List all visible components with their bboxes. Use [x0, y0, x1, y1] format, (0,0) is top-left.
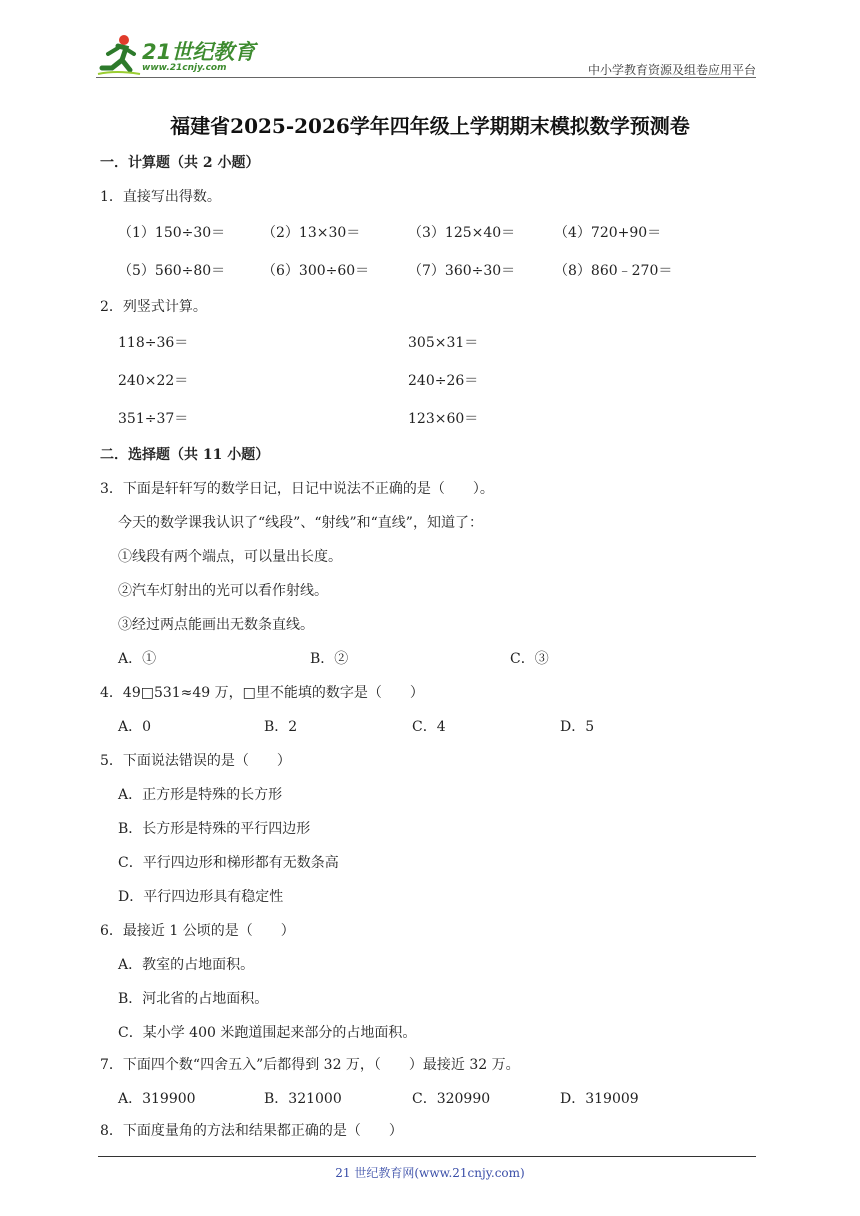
section-heading-calc: 一．计算题（共 2 小题）: [100, 155, 260, 171]
q6-option: B．河北省的占地面积。: [118, 991, 269, 1007]
q1-item: （2）13×30＝: [262, 225, 361, 241]
site-logo: [96, 32, 266, 78]
q2-item: 351÷37＝: [118, 411, 189, 427]
q7-option: B．321000: [264, 1091, 342, 1107]
q1-item: （5）560÷80＝: [118, 263, 226, 279]
q4-option: B．2: [264, 719, 298, 735]
q4-option: A．0: [118, 719, 152, 735]
q6-option: A．教室的占地面积。: [118, 957, 255, 973]
q3-stem: 3．下面是轩轩写的数学日记，日记中说法不正确的是（ ）。: [100, 481, 494, 497]
q7-option: D．319009: [560, 1091, 639, 1107]
q3-diary-line: ①线段有两个端点，可以量出长度。: [118, 549, 342, 565]
q3-option: B．②: [310, 651, 349, 667]
q4-stem: 4．49□531≈49 万，□里不能填的数字是（ ）: [100, 685, 424, 701]
q5-stem: 5．下面说法错误的是（ ）: [100, 753, 291, 769]
q2-stem: 2．列竖式计算。: [100, 299, 207, 315]
q1-item: （8）860﹣270＝: [554, 263, 673, 279]
page-header: [96, 32, 756, 78]
q3-diary-line: ②汽车灯射出的光可以看作射线。: [118, 583, 328, 599]
q2-item: 118÷36＝: [118, 335, 189, 351]
q2-item: 240÷26＝: [408, 373, 479, 389]
header-divider: [96, 77, 756, 78]
q7-stem: 7．下面四个数“四舍五入”后都得到 32 万，（ ）最接近 32 万。: [100, 1057, 520, 1073]
q1-item: （6）300÷60＝: [262, 263, 370, 279]
q5-option: A．正方形是特殊的长方形: [118, 787, 283, 803]
q1-item: （1）150÷30＝: [118, 225, 226, 241]
q8-stem: 8．下面度量角的方法和结果都正确的是（ ）: [100, 1123, 403, 1139]
q5-option: D．平行四边形具有稳定性: [118, 889, 284, 905]
q3-option: A．①: [118, 651, 157, 667]
q2-item: 305×31＝: [408, 335, 479, 351]
q4-option: D．5: [560, 719, 595, 735]
header-tagline: 中小学教育资源及组卷应用平台: [587, 63, 756, 77]
logo-url: www.21cnjy.com: [142, 63, 227, 73]
q6-stem: 6．最接近 1 公顷的是（ ）: [100, 923, 295, 939]
logo-text: 21世纪教育: [142, 40, 256, 64]
q5-option: B．长方形是特殊的平行四边形: [118, 821, 311, 837]
page-footer: 21 世纪教育网(www.21cnjy.com): [335, 1166, 525, 1180]
footer-divider: [98, 1156, 756, 1157]
q6-option: C．某小学 400 米跑道围起来部分的占地面积。: [118, 1025, 417, 1041]
q2-item: 123×60＝: [408, 411, 479, 427]
runner-icon: [96, 32, 142, 78]
q3-diary-line: 今天的数学课我认识了“线段”、“射线”和“直线”，知道了：: [118, 515, 483, 531]
page-title: 福建省2025-2026学年四年级上学期期末模拟数学预测卷: [170, 114, 690, 138]
q1-stem: 1．直接写出得数。: [100, 189, 221, 205]
q2-item: 240×22＝: [118, 373, 189, 389]
q7-option: A．319900: [118, 1091, 196, 1107]
q1-item: （3）125×40＝: [408, 225, 516, 241]
section-heading-choice: 二．选择题（共 11 小题）: [100, 447, 270, 463]
q5-option: C．平行四边形和梯形都有无数条高: [118, 855, 339, 871]
q3-diary-line: ③经过两点能画出无数条直线。: [118, 617, 314, 633]
q7-option: C．320990: [412, 1091, 491, 1107]
q3-option: C．③: [510, 651, 549, 667]
q1-item: （4）720+90＝: [554, 225, 662, 241]
q1-item: （7）360÷30＝: [408, 263, 516, 279]
q4-option: C．4: [412, 719, 446, 735]
